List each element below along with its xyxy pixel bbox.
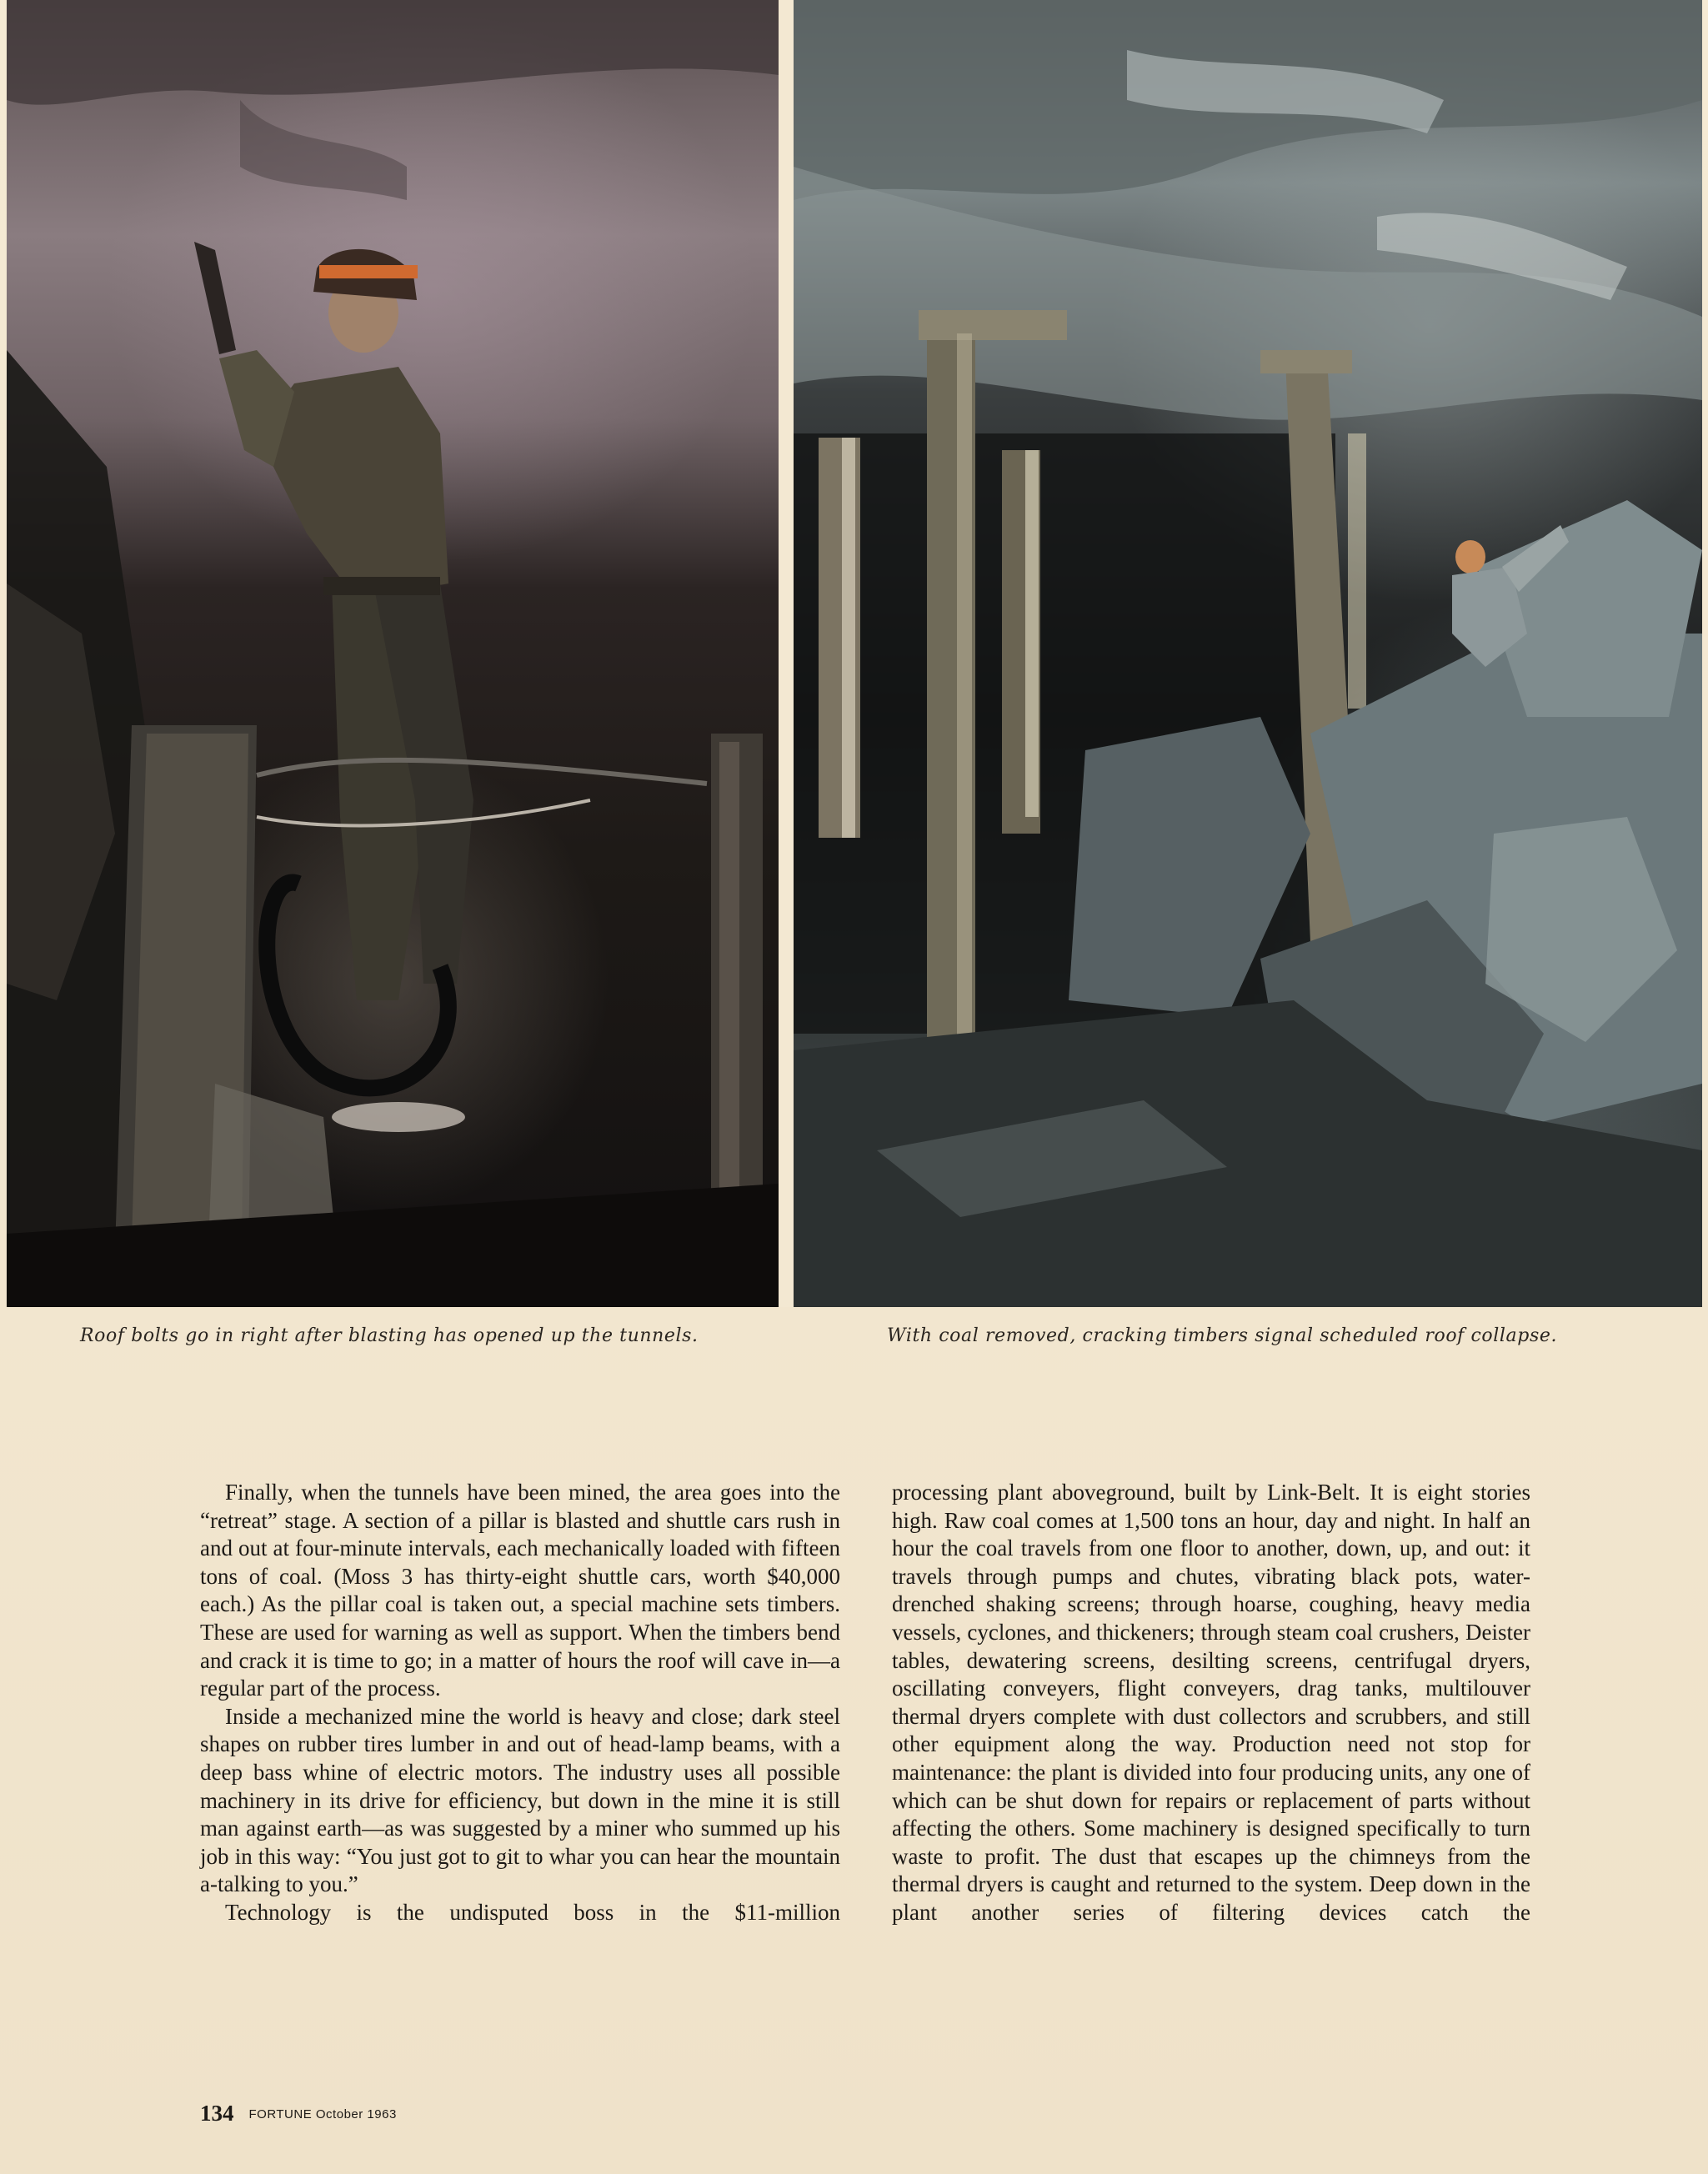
photo-miner-illustration: [7, 0, 779, 1307]
page-folio: [200, 2101, 397, 2126]
photo-timbers-illustration: [794, 0, 1702, 1307]
article-column-left: [200, 1479, 840, 1927]
page-number: 134: [200, 2101, 234, 2126]
article-paragraph: Inside a mechanized mine the world is heavy and close; dark steel shapes on rubber tires lumber in and out of head-lamp beams, with a deep bass whine of electric motors. The industry uses all possible machinery in its drive for efficiency, but down in the mine it is still man against earth—as was suggested by a miner who summed up his job in this way: “You just got to git to whar you can hear the mountain a-talking to you.”: [200, 1703, 840, 1897]
photo-caption-right: With coal removed, cracking timbers signal scheduled roof collapse.: [887, 1325, 1558, 1346]
magazine-issue: FORTUNE October 1963: [248, 2107, 397, 2121]
photo-caption-left: Roof bolts go in right after blasting has opened up the tunnels.: [80, 1325, 699, 1346]
article-paragraph: Technology is the undisputed boss in the $11-million: [225, 1899, 840, 1925]
photo-miner-roof-bolting: [7, 0, 779, 1307]
article-column-right: [892, 1479, 1530, 1927]
article-paragraph: processing plant aboveground, built by Link-Belt. It is eight stories high. Raw coal comes at 1,500 tons an hour, day and night. In half an hour the coal travels from one floor to another, down, up, and out: it travels through pumps and chutes, vibrating black pots, water-drenched shaking screens; through hoarse, coughing, heavy media vessels, cyclones, and thickeners; through steam coal crushers, Deister tables, dewatering screens, desilting screens, centrifugal dryers, oscillating conveyers, flight conveyers, drag tanks, multilouver thermal dryers complete with dust collectors and scrubbers, and still other equipment along the way. Production need not stop for maintenance: the plant is divided into four producing units, any one of which can be shut down for repairs or replacement of parts without affecting the others. Some machinery is designed specifically to turn waste to profit. The dust that escapes up the chimneys from the thermal dryers is caught and returned to the system. Deep down in the plant another series of filtering devices catch the: [892, 1480, 1530, 1925]
photo-cracking-timbers: [794, 0, 1702, 1307]
photo-gutter: [779, 0, 794, 1307]
article-paragraph: Finally, when the tunnels have been mined, the area goes into the “retreat” stage. A section of a pillar is blasted and shuttle cars rush in and out at four-minute intervals, each mechanically loaded with fifteen tons of coal. (Moss 3 has thirty-eight shuttle cars, worth $40,000 each.) As the pillar coal is taken out, a special machine sets timbers. These are used for warning as well as support. When the timbers bend and crack it is time to go; in a matter of hours the roof will cave in—a regular part of the process.: [200, 1480, 840, 1701]
